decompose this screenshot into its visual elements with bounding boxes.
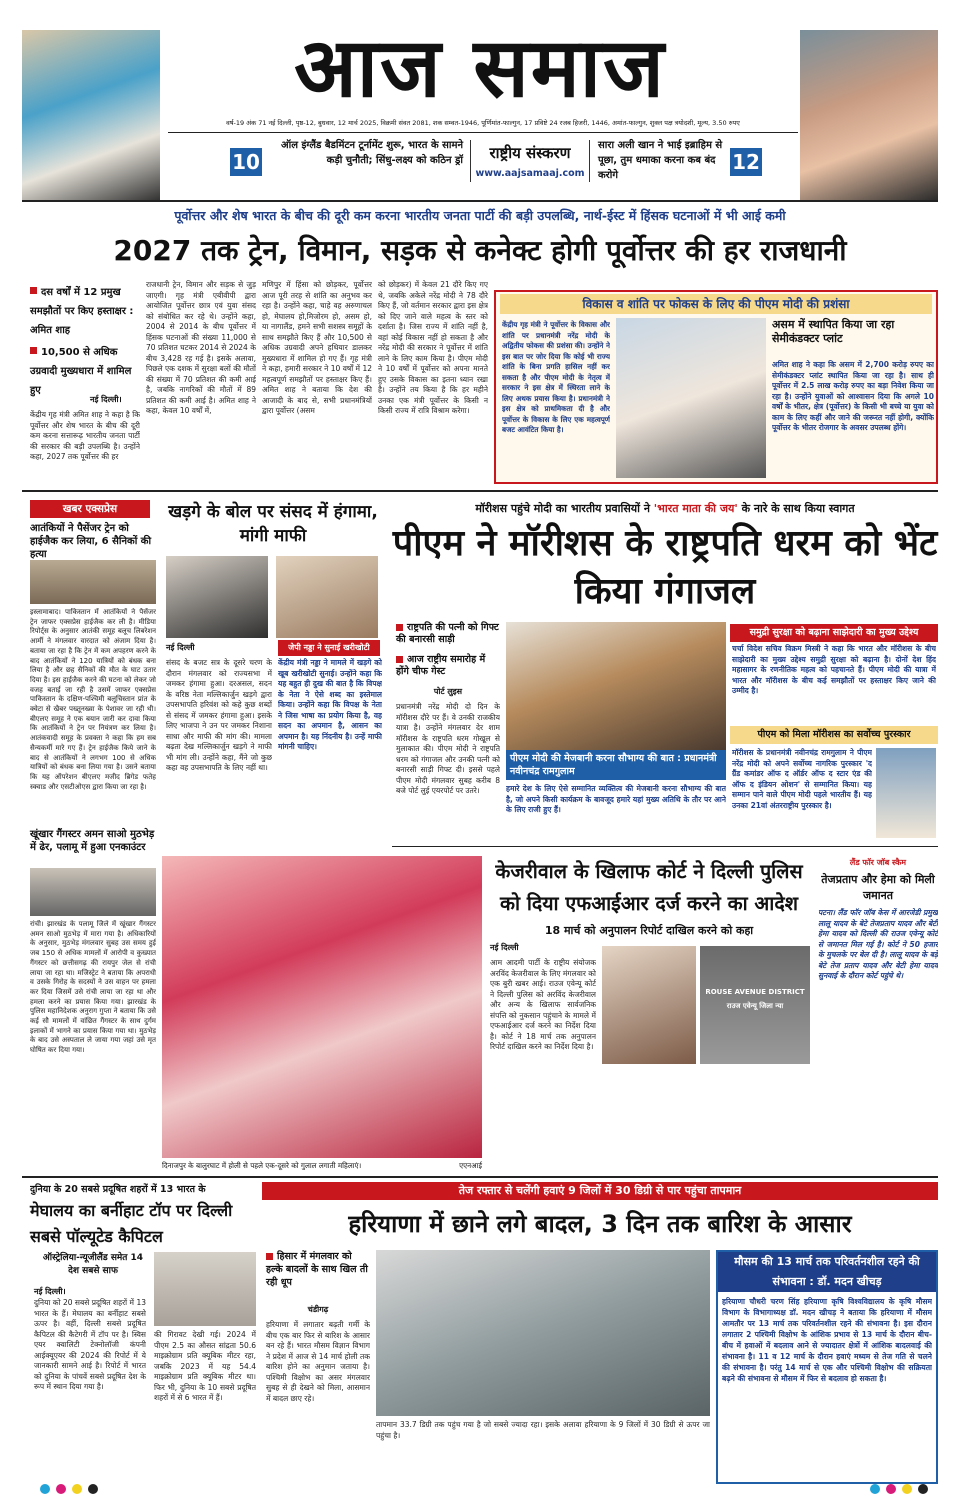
lead-top-rule [22, 200, 938, 202]
registration-mark-magenta-right [886, 1484, 896, 1494]
registration-mark-black [88, 1484, 98, 1494]
weather-body: हरियाणा में लगातार बढ़ती गर्मी के बीच एक बार फिर से बारिश के आसार बन रहे हैं। भारत मौसम विज्ञान विभाग ने प्रदेश में आज से 14 मार्च होली तक बारिश होने का अनुमान जताया है। पश्चिमी विक्षोभ का असर मंगलवार सुबह से ही देखने को मिला, आसमान में बादल छाए रहे। [266, 1320, 370, 1403]
award-title: पीएम को मिला मॉरीशस का सर्वोच्च पुरस्कार [730, 726, 938, 744]
mauritius-kicker-start: मॉरीशस पहुंचे मोदी का भारतीय प्रवासियों ने [475, 502, 650, 515]
kharge-body-col1: संसद के बजट सत्र के दूसरे चरण के दौरान मंगलवार को राज्यसभा में जमकर हंगामा हुआ। दरअसल, सदन के वरिष्ठ नेता मल्लिकार्जुन खड़गे द्वारा उपसभापति हरिवंश को कहे कुछ शब्दों से संसद में जमकर हंगामा हुआ। इसके लिए भाजपा ने उन पर जमकर निशाना साधा और माफी की मांग की। मामला बढ़ता देख मल्लिकार्जुन खड़गे ने माफी भी मांग ली। उन्होंने कहा, मैंने जो कुछ कहा वह उपसभापति के लिए नहीं था। [166, 658, 272, 772]
lead-body-col4: को छोड़कर) में केवल 21 दौरे किए गए थे, जबकि अकेले नरेंद्र मोदी ने 78 दौरे किए हैं, जो वर्तमान सरकार द्वारा इस क्षेत्र को दिए जाने वाले महत्व के स्तर को दर्शाता है। जिस राज्य में शांति नहीं है, वहां कोई विकास नहीं हो सकता है और नरेंद्र मोदी की सरकार ने पूर्वोत्तर में शांति लाने के लिए काम किया है। पीएम मोदी ने 10 वर्षों में पूर्वोत्तर को अपना मानते हुए उसके विकास का इतना ध्यान रखा है। उन्होंने तय किया है कि हर महीने उनका एक मंत्री पूर्वोत्तर के किसी न किसी राज्य में रात्रि विश्राम करेगा। [378, 280, 488, 415]
section-rule-3 [22, 1176, 938, 1178]
lead-box-title: विकास व शांति पर फोकस के लिए की पीएम मोदी की प्रशंसा [500, 294, 932, 314]
lead-body-col2: राजधानी ट्रेन, विमान और सड़क से जुड़ जाएगी। गृह मंत्री एबीवीपी द्वारा आयोजित पूर्वोत्तर छात्र एवं युवा संसद को संबोधित कर रहे थे। उन्होंने कहा, 2004 से 2014 के बीच पूर्वोत्तर में हिंसक घटनाओं की संख्या 11,000 से 70 प्रतिशत घटकर 2014 से 2024 के बीच 3,428 रह गई है। इसके अलावा, पिछले एक दशक में सुरक्षा बलों की मौतों की संख्या में 70 प्रतिशत की कमी आई है, जबकि नागरिकों की मौतों में 89 प्रतिशत की कमी आई है। अमित शाह ने कहा, केवल 10 वर्षों में, [146, 280, 256, 415]
kejriwal-sub: 18 मार्च को अनुपालन रिपोर्ट दाखिल करने को कहा [544, 924, 754, 937]
mauritius-body: प्रधानमंत्री नरेंद्र मोदी दो दिन के मॉरीशस दौरे पर हैं। वे उनकी राजकीय यात्रा है। उन्होंने मंगलवार देर शाम मॉरीशस के राष्ट्रपति धरम गोखूल से मुलाकात की। पीएम मोदी ने राष्ट्रपति धरम को गंगाजल और उनकी पत्नी को बनारसी साड़ी गिफ्ट दी। इससे पहले पीएम मोदी मंगलवार सुबह करीब 8 बजे पोर्ट लुई एयरपोर्ट पर उतरे। [396, 702, 500, 795]
masthead-rule [168, 132, 798, 133]
kharge-headline: खड़गे के बोल पर संसद में हंगामा, मांगी माफी [168, 502, 378, 546]
weather-box-title: मौसम की 13 मार्च तक परिवर्तनशील रहने की संभावना : डॉ. मदन खीचड़ [718, 1252, 936, 1292]
weather-box-text: हरियाणा चौधरी चरण सिंह हरियाणा कृषि विश्वविद्यालय के कृषि मौसम विभाग के विभागाध्यक्ष डॉ. मदन खीचड़ ने बताया कि हरियाणा में मौसम आमतौर पर 13 मार्च तक परिवर्तनशील रहने की संभावना है। इस दौरान लगातार 2 पश्चिमी विक्षोभ के आंशिक प्रभाव से 13 मार्च के दौरान बीच-बीच में हवाओं में बदलाव आने से ज्यादातर क्षेत्रों में आंशिक बादलवाई की संभावना है। 11 व 12 मार्च के दौरान हवाएं मध्यम से तेज गति से चलने की संभावना है। परंतु 14 मार्च से एक और पश्चिमी विक्षोभ की सक्रियता बढ़ने की संभावना से मौसम में फिर से बदलाव हो सकता है। [722, 1297, 932, 1383]
kejriwal-photo [602, 946, 696, 1064]
registration-mark-black-right [918, 1484, 928, 1494]
court-sign: ROUSE AVENUE DISTRICT [705, 988, 805, 996]
weather-kicker: तेज रफ्तार से चलेंगी हवाएं 9 जिलों में 30 डिग्री से पार पहुंचा तापमान [262, 1182, 938, 1200]
express-label: खबर एक्सप्रेस [30, 500, 150, 518]
mauritius-kicker-highlight: 'भारत माता की जय' [653, 502, 738, 515]
bullet-marker-icon [396, 656, 403, 663]
court-sign-hindi: राउज एवेन्यू जिला न्या [726, 1002, 784, 1010]
kharge-photo [166, 556, 268, 638]
mauritius-caption-text: हमारे देश के लिए ऐसे सम्मानित व्यक्तित्व की मेजबानी करना सौभाग्य की बात है, जो अपने किसी कार्यक्रम के बावजूद हमारे यहां मुख्य अतिथि के तौर पर आने के लिए राजी हुए हैं। [506, 784, 726, 814]
court-photo [700, 946, 810, 1064]
lead-bullet-1: दस वर्षों में 12 प्रमुख समझौतों पर किए हस्ताक्षर : अमित शाह [30, 287, 134, 336]
registration-mark-cyan-right [870, 1484, 880, 1494]
section-rule-1 [22, 490, 938, 492]
lead-side-title: असम में स्थापित किया जा रहा सेमीकंडक्टर प्लांट [772, 318, 895, 345]
kharge-body-col2: केंद्रीय मंत्री नड्डा ने मामले में खड़गे को खूब खरीखोटी सुनाई। उन्होंने कहा कि यह बहुत ही दुख की बात है कि विपक्ष के नेता ने ऐसे शब्द का इस्तेमाल किया। उन्होंने कहा कि विपक्ष के नेता ने जिस भाषा का प्रयोग किया है, वह सदन का अपमान है, आसन का अपमान है। यह निंदनीय है। उन्हें माफी मांगनी चाहिए। [278, 658, 382, 751]
india-gate-smog-photo [154, 1252, 256, 1326]
land-job-body: पटना। लैंड फॉर जॉब केस में आरजेडी प्रमुख लालू यादव के बेटे तेजप्रताप यादव और बेटी हेमा यादव को दिल्ली की राउज एवेन्यू कोर्ट से जमानत मिल गई है। कोर्ट ने 50 हजार के मुचलके पर बेल दी है। लालू यादव के बड़े बेटे तेज प्रताप यादव और बेटी हेमा यादव सुनवाई के दौरान कोर्ट पहुंचे थे। [818, 908, 938, 980]
nadda-photo [276, 556, 378, 638]
kejriwal-body-continued [602, 1070, 810, 1162]
lead-kicker: पूर्वोत्तर और शेष भारत के बीच की दूरी कम करना भारतीय जनता पार्टी की बड़ी उपलब्धि, नार्थ-ईस्ट में हिंसक घटनाओं में भी आई कमी [174, 208, 786, 223]
kejriwal-dateline: नई दिल्ली [490, 943, 519, 952]
lead-side-text: अमित शाह ने कहा कि असम में 2,700 करोड़ रुपए का सेमीकंडक्टर प्लांट स्थापित किया जा रहा है। साथ ही पूर्वोत्तर में 2.5 लाख करोड़ रुपए का बड़ा निवेश किया जा रहा है। उन्होंने युवाओं को आश्वासन दिया कि अगले 10 वर्षों के भीतर, क्षेत्र (पूर्वोत्तर) के किसी भी बच्चे या युवा को काम के लिए कहीं और जाने की जरूरत नहीं होगी, क्योंकि पूर्वोत्तर के भीतर रोजगार के अवसर उपलब्ध होंगे। [772, 360, 934, 432]
pollution-sub: ऑस्ट्रेलिया-न्यूजीलैंड समेत 14 देश सबसे साफ [42, 1253, 144, 1276]
pollution-body-col2: की गिरावट देखी गई। 2024 में पीएम 2.5 का औसत सांद्रता 50.6 माइक्रोग्राम प्रति क्यूबिक मीटर रहा, जबकि 2023 में यह 54.4 माइक्रोग्राम प्रति क्यूबिक मीटर था। फिर भी, दुनिया के 10 सबसे प्रदूषित शहरों में से 6 भारत में हैं। [154, 1330, 256, 1402]
pollution-headline: मेघालय का बर्नीहाट टॉप पर दिल्ली सबसे पॉल्यूटेड कैपिटल [30, 1201, 233, 1246]
pollution-dateline: नई दिल्ली। [34, 1287, 66, 1296]
sindhu-photo [22, 30, 160, 200]
kharge-tag: जेपी नड्डा ने सुनाई खरीखोटी [278, 640, 380, 656]
mauritius-bullet-2: आज राष्ट्रीय समारोह में होंगे चीफ गेस्ट [396, 654, 486, 677]
lead-bullet-2: 10,500 से अधिक उग्रवादी मुख्यधारा में शामिल हुए [30, 347, 132, 396]
left-teaser-page[interactable]: 10 [230, 148, 262, 176]
pollution-kicker: दुनिया के 20 सबसे प्रदूषित शहरों में 13 भारत के [30, 1184, 206, 1195]
lead-box-text: केंद्रीय गृह मंत्री ने पूर्वोत्तर के विकास और शांति पर प्रधानमंत्री नरेंद्र मोदी के अद्वितीय फोकस की प्रशंसा की। उन्होंने ने इस बात पर जोर दिया कि कोई भी राज्य शांति के बिना प्रगति हासिल नहीं कर सकता है और पीएम मोदी के नेतृत्व में सरकार ने इस क्षेत्र में स्थिरता लाने के लिए अथक प्रयास किया है। प्रधानमंत्री ने इस क्षेत्र को प्राथमिकता दी है और पूर्वोत्तर के विकास के लिए एक महत्वपूर्ण बजट आवंटित किया है। [502, 320, 610, 434]
weather-bullet: हिसार में मंगलवार को हल्के बादलों के साथ खिल ती रही धूप [266, 1251, 368, 1288]
rain-photo [376, 1250, 710, 1416]
left-teaser-text[interactable]: ऑल इंग्लैंड बैडमिंटन टूर्नामेंट शुरू, भारत के सामने कड़ी चुनौती; सिंधु-लक्ष्य को कठिन ड्रॉ [281, 140, 463, 166]
bullet-marker-icon [30, 287, 37, 294]
mauritius-kicker [392, 500, 938, 518]
registration-mark-yellow-right [902, 1484, 912, 1494]
award-photo [876, 748, 936, 838]
kejriwal-headline: केजरीवाल के खिलाफ कोर्ट ने दिल्ली पुलिस को दिया एफआईआर दर्ज करने का आदेश [495, 860, 803, 915]
lead-body-col3: मणिपुर में हिंसा को छोड़कर, पूर्वोत्तर आज पूरी तरह से शांति का अनुभव कर रहा है। उन्होंने कहा, चाहे वह अरुणाचल हो, मेघालय हो,मिजोरम हो, असम हो, या नागालैंड, हमने सभी सशस्त्र समूहों के साथ समझौते किए हैं और 10,500 से अधिक उग्रवादी अपने हथियार डालकर मुख्यधारा में शामिल हो गए हैं। गृह मंत्री ने कहा, हमारी सरकार ने 10 वर्षों में 12 महत्वपूर्ण समझौतों पर हस्ताक्षर किए हैं। अमित शाह ने बताया कि देश की आजादी के बाद से, सभी प्रधानमंत्रियों द्वारा पूर्वोत्तर (असम [262, 280, 372, 415]
right-teaser-page[interactable]: 12 [730, 148, 762, 176]
weather-dateline: चंडीगढ़ [307, 1305, 329, 1314]
express-story2-body: रांची। झारखंड के पलामू जिले में खूंखार गैंगस्टर अमन साओ मुठभेड़ में मारा गया है। अधिकारियों के अनुसार, मुठभेड़ मंगलवार सुबह उस समय हुई जब 150 से अधिक मामलों में आरोपी व कुख्यात गैंगस्टर को छत्तीसगढ़ की रायपुर जेल से रांची लाया जा रहा था। मजिस्ट्रेट ने बताया कि अपराधी व उसके गिरोह के सदस्यों ने उस वाहन पर हमला कर दिया जिसमें उसे रांची लाया जा रहा था और हमला करने का प्रयास किया गया। झारखंड के पुलिस महानिदेशक अनुराग गुप्ता ने बताया कि उसे कई सौ मामलों में वांछित गैंगस्टर के साथ दुर्गम इलाकों में भागने का प्रयास किया गया था। मुठभेड़ के बाद उसे अस्पताल ले जाया गया जहां उसे मृत घोषित कर दिया गया। [30, 920, 156, 1055]
award-text: मॉरीशस के प्रधानमंत्री नवीनचंद्र रामगुलाम ने पीएम नरेंद्र मोदी को अपने सर्वोच्च नागरिक पुरस्कार 'द ग्रैंड कमांडर ऑफ द ऑर्डर ऑफ द स्टार एंड की ऑफ द इंडियन ओशन' से सम्मानित किया। यह सम्मान पाने वाले पीएम मोदी पहले भारतीय हैं। यह उनका 21वां अंतरराष्ट्रीय पुरस्कार है। [732, 748, 872, 810]
section-rule-2 [392, 846, 938, 847]
land-job-tag: लैंड फॉर जॉब स्कैम [849, 858, 907, 867]
weather-headline: हरियाणा में छाने लगे बादल, 3 दिन तक बारिश के आसार [348, 1210, 852, 1238]
gangster-photo [30, 868, 156, 916]
amit-shah-photo [616, 318, 766, 478]
pollution-body: दुनिया को 20 सबसे प्रदूषित शहरों में 13 भारत के हैं। मेघालय का बर्नीहाट सबसे ऊपर है। वहीं, दिल्ली सबसे प्रदूषित कैपिटल की कैटेगरी में टॉप पर है। स्विस एयर क्वालिटी टेक्नोलॉजी कंपनी आईक्यूएयर की 2024 की रिपोर्ट में ये जानकारी सामने आई है। रिपोर्ट में भारत को दुनिया के पांचवें सबसे प्रदूषित देश के रूप में स्थान दिया गया है। [34, 1298, 146, 1391]
lead-dateline: नई दिल्ली। [90, 395, 122, 404]
website-link[interactable]: www.aajsamaaj.com [470, 166, 590, 182]
kejriwal-body: आम आदमी पार्टी के राष्ट्रीय संयोजक अरविंद केजरीवाल के लिए मंगलवार को एक बुरी खबर आई। राउज एवेन्यू कोर्ट ने दिल्ली पुलिस को अरविंद केजरीवाल और अन्य के खिलाफ सार्वजनिक संपत्ति को नुकसान पहुंचाने के मामले में एफआईआर दर्ज करने का निर्देश दिया है। कोर्ट ने 18 मार्च तक अनुपालन रिपोर्ट दाखिल करने का निर्देश दिया है। [490, 958, 596, 1051]
mauritius-headline: पीएम ने मॉरीशस के राष्ट्रपति धरम को भेंट किया गंगाजल [392, 523, 938, 612]
bullet-marker-icon [266, 1253, 273, 1260]
sara-ali-khan-photo [800, 30, 938, 200]
masthead-title: आज समाज [294, 20, 666, 116]
kharge-dateline: नई दिल्ली [166, 643, 195, 652]
bullet-marker-icon [396, 624, 403, 631]
mauritius-kicker-end: के नारे के साथ किया स्वागत [741, 502, 855, 515]
holi-photo [162, 856, 482, 1158]
sea-security-text: चर्चा विदेश सचिव विक्रम मिस्त्री ने कहा कि भारत और मॉरीशस के बीच साझेदारी का मुख्य उद्देश्य समुद्री सुरक्षा को बढ़ाना है। दोनों देश हिंद महासागर के रणनीतिक महत्व को पहचानते हैं। पीएम मोदी की यात्रा में भारत और मॉरीशस के बीच कई समझौतों पर हस्ताक्षर किए जाने की उम्मीद है। [732, 644, 936, 695]
lead-body-col1: केंद्रीय गृह मंत्री अमित शाह ने कहा है कि पूर्वोत्तर और शेष भारत के बीच की दूरी कम करना सत्तारूढ़ भारतीय जनता पार्टी की सरकार की बड़ी उपलब्धि है। उन्होंने कहा, 2027 तक पूर्वोत्तर की हर [30, 410, 140, 461]
express-story1-body: इस्लामाबाद। पाकिस्तान में आतंकियों ने पैसेंजर ट्रेन जाफर एक्सप्रेस हाईजैक कर ली है। मीडिया रिपोर्ट्स के अनुसार आतंकी समूह बलूच लिबरेशन आर्मी ने मंगलवार वारदात को अंजाम दिया है। बताया जा रहा है कि ट्रेन में कम अपहरण करने के बाद आतंकियों ने 120 यात्रियों को बंधक बना लिया है और छह सैनिकों की मौत के घाट उतार दिया है। इस हाईजैक करने की घटना को लेकर जो वजह बताई जा रही है उसमें जाफर एक्सप्रेस पाकिस्तान के दक्षिण-पश्चिमी बलूचिस्तान प्रांत के क्वेटा से खैबर पख्तूनख्वा के पेशावर जा रही थी। बीएलए समूह ने एक बयान जारी कर दावा किया कि आतंकियों ने ट्रेन पर नियंत्रण कर लिया है। आतंकवादी समूह के प्रवक्ता ने कहा कि हम सब सैन्यकर्मी मारे गए हैं। ट्रेन हाईजैक किये जाने के बाद से आतंकियों ने लगभग 100 से अधिक यात्रियों को बंधक बना लिया गया है। उसने बताया कि यह ऑपरेशन बीएलए मजीद ब्रिगेड फतेह स्क्वाड और एसटीओएस द्वारा किया जा रहा है। [30, 608, 156, 791]
right-teaser-text[interactable]: सारा अली खान ने भाई इब्राहिम से पूछा, तुम धमाका करना कब बंद करोगे [598, 140, 723, 181]
edition-badge: राष्ट्रीय संस्करण [470, 140, 590, 166]
express-story2-headline: खूंखार गैंगस्टर अमन साओ मुठभेड़ में ढेर, पलामू में हुआ एनकाउंटर [30, 829, 155, 853]
mauritius-dateline: पोर्ट लुइस [433, 687, 463, 696]
holi-credit: एएनआई [459, 1161, 482, 1170]
mauritius-caption: पीएम मोदी की मेजबानी करना सौभाग्य की बात : प्रधानमंत्री नवीनचंद्र रामगुलाम [506, 750, 726, 780]
modi-gangajal-photo [506, 622, 726, 750]
mauritius-bullet-1: राष्ट्रपति की पत्नी को गिफ्ट की बनारसी साड़ी [396, 622, 499, 645]
edition-line: वर्ष-19 अंक 71 नई दिल्ली, पृष्ठ-12, बुधवार, 12 मार्च 2025, विक्रमी संवत 2081, शक सम्वत-1946, पूर्णिमांत-फाल्गुन, 17 प्रविष्टे 24 रजब हिजरी, 1446, अमांत-फाल्गुन, शुक्ल पक्ष त्रयोदशी, मूल्य, 3.50 रुपए [226, 119, 740, 127]
holi-caption: दिनाजपुर के बालुरघाट में होली से पहले एक-दूसरे को गुलाल लगाती महिलाएं। [162, 1161, 362, 1170]
bullet-marker-icon [30, 347, 37, 354]
registration-mark-yellow [72, 1484, 82, 1494]
lead-headline: 2027 तक ट्रेन, विमान, सड़क से कनेक्ट होगी पूर्वोत्तर की हर राजधानी [113, 234, 847, 267]
registration-mark-magenta [56, 1484, 66, 1494]
sea-security-title: समुद्री सुरक्षा को बढ़ाना साझेदारी का मुख्य उद्देश्य [730, 624, 938, 642]
land-job-headline: तेजप्रताप और हेमा को मिली जमानत [821, 873, 935, 902]
express-story1-headline: आतंकियों ने पैसेंजर ट्रेन को हाईजैक कर लिया, 6 सैनिकों की हत्या [30, 522, 156, 558]
registration-mark-cyan [40, 1484, 50, 1494]
weather-body-col2: तापमान 33.7 डिग्री तक पहुंच गया है जो सबसे ज्यादा रहा। इसके अलावा हरियाणा के 9 जिलों में 30 डिग्री से ऊपर जा पहुंचा है। [376, 1420, 710, 1440]
train-photo [30, 560, 156, 604]
